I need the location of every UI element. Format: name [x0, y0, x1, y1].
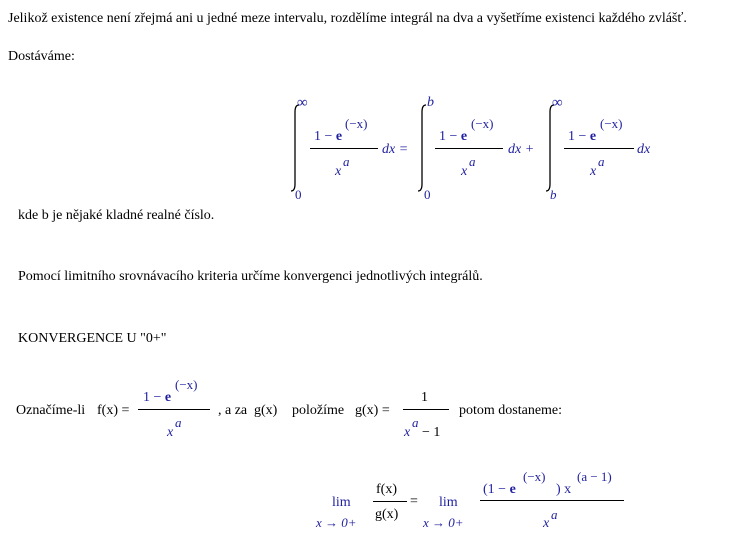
dostavame-label: Dostáváme: — [8, 49, 75, 64]
integral-sign-2 — [415, 104, 429, 192]
integral-3-dx: dx — [637, 142, 651, 157]
kde-b-text: kde b je nějaké kladné realné číslo. — [18, 208, 215, 223]
integral-2-exponent: (−x) — [471, 116, 494, 131]
integral-2-denominator-exp: a — [469, 154, 476, 169]
g-inline: g(x) — [254, 403, 278, 418]
integral-1-exponent: (−x) — [345, 116, 368, 131]
f-definition-label: f(x) = — [97, 403, 130, 418]
oznacime-label: Označíme-li — [16, 403, 86, 418]
g-fraction-bar — [403, 409, 449, 410]
integral-2-denominator-x: x — [461, 164, 468, 179]
limit-2-subscript: x → 0+ — [423, 515, 464, 530]
ratio-numerator-f: f(x) — [376, 482, 397, 497]
equals-sign: = — [410, 494, 418, 509]
integral-1-denominator-x: x — [335, 164, 342, 179]
integral-2-fraction-bar — [435, 148, 503, 149]
f-fraction-bar — [138, 409, 210, 410]
integral-1-lower: 0 — [295, 187, 302, 202]
a-za-label: , a za — [218, 403, 248, 418]
g-definition-label: g(x) = — [355, 403, 390, 418]
limit-numerator-close: ) x — [556, 482, 572, 497]
potom-label: potom dostaneme: — [459, 403, 563, 418]
limit-denominator-exp: a — [551, 507, 558, 522]
integral-3-numerator: 1 − e — [568, 129, 597, 144]
limit-1-subscript: x → 0+ — [316, 515, 357, 530]
integral-3-denominator-exp: a — [598, 154, 605, 169]
g-denominator-x: x — [404, 425, 411, 440]
integral-sign-1 — [288, 104, 302, 192]
ratio-fraction-bar — [373, 501, 407, 502]
limit-numerator: (1 − e — [483, 482, 516, 497]
limit-2: lim — [439, 495, 458, 510]
limit-denominator-x: x — [543, 516, 550, 531]
f-exponent: (−x) — [175, 377, 198, 392]
integral-3-exponent: (−x) — [600, 116, 623, 131]
integral-1-denominator-exp: a — [343, 154, 350, 169]
integral-3-denominator-x: x — [590, 164, 597, 179]
integral-1-fraction-bar — [310, 148, 378, 149]
integral-3-lower: b — [550, 187, 557, 202]
integral-1-upper: ∞ — [297, 95, 308, 111]
intro-text: Jelikož existence není zřejmá ani u jedné meze intervalu, rozdělíme integrál na dva a vyšetříme existenci každého zvlášť. — [8, 11, 687, 26]
f-numerator: 1 − e — [143, 390, 172, 405]
ratio-denominator-g: g(x) — [375, 507, 399, 522]
integral-sign-3 — [543, 104, 557, 192]
integral-2-numerator: 1 − e — [439, 129, 468, 144]
f-denominator-exp: a — [175, 415, 182, 430]
integral-2-lower: 0 — [424, 187, 431, 202]
g-numerator: 1 — [421, 390, 428, 405]
limit-1: lim — [332, 495, 351, 510]
integral-1-dx-equals: dx = — [382, 142, 409, 157]
konvergence-heading: KONVERGENCE U "0+" — [18, 331, 167, 346]
limit-numerator-exponent: (−x) — [523, 469, 546, 484]
integral-2-upper: b — [427, 95, 434, 110]
pomoci-text: Pomocí limitního srovnávacího kriteria určíme konvergenci jednotlivých integrálů. — [18, 269, 483, 284]
limit-fraction-bar — [480, 500, 624, 501]
f-denominator-x: x — [167, 425, 174, 440]
polozime-label: položíme — [292, 403, 345, 418]
integral-1-numerator: 1 − e — [314, 129, 343, 144]
integral-2-dx-plus: dx + — [508, 142, 535, 157]
limit-numerator-x-exponent: (a − 1) — [577, 469, 612, 484]
g-denominator-exp: a — [412, 415, 419, 430]
integral-3-upper: ∞ — [552, 95, 563, 111]
g-denominator-minus-one: − 1 — [422, 425, 441, 440]
integral-3-fraction-bar — [564, 148, 634, 149]
